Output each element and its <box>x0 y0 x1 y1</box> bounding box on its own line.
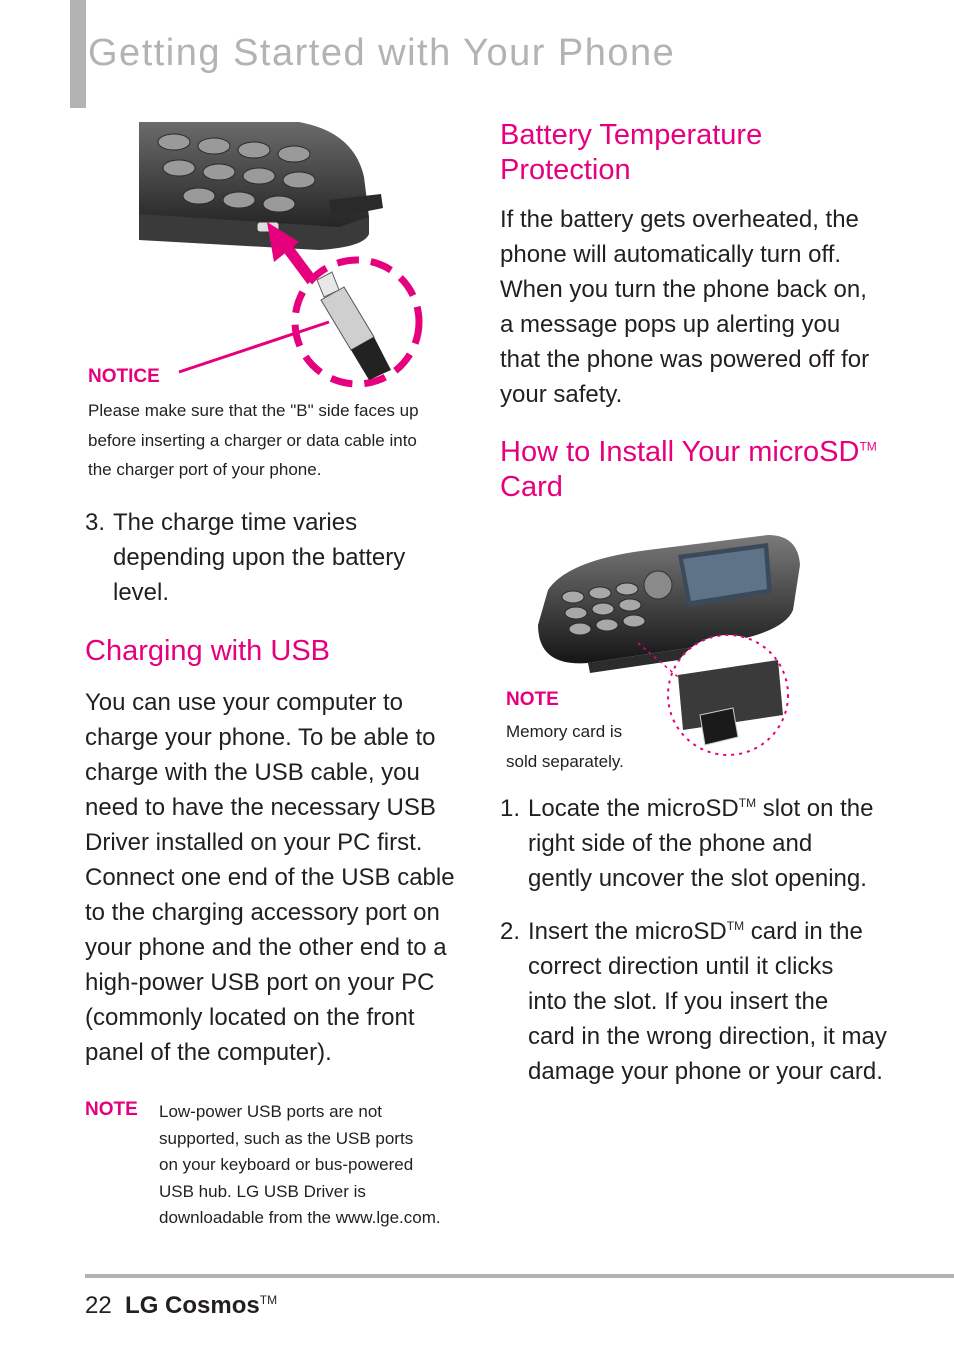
body-line: If the battery gets overheated, the <box>500 206 859 233</box>
body-line: When you turn the phone back on, <box>500 276 867 303</box>
step-line: into the slot. If you insert the <box>528 988 829 1015</box>
step-line: damage your phone or your card. <box>528 1058 883 1085</box>
step-2 <box>500 914 920 1089</box>
note-line: supported, such as the USB ports <box>159 1128 414 1148</box>
body-line: phone will automatically turn off. <box>500 241 842 268</box>
footer-divider <box>85 1274 954 1278</box>
notice-text <box>88 396 458 485</box>
battery-heading <box>500 118 920 188</box>
trademark: TM <box>726 919 745 933</box>
usb-note-label: NOTE <box>85 1099 138 1120</box>
trademark: TM <box>259 1293 278 1307</box>
note-line: sold separately. <box>506 752 624 771</box>
note-line: Memory card is <box>506 722 623 741</box>
step-text: Locate the microSD <box>528 795 739 822</box>
body-line: (commonly located on the front <box>85 1004 415 1031</box>
body-line: to the charging accessory port on <box>85 899 440 926</box>
battery-body <box>500 202 920 412</box>
microsd-note-text <box>506 717 666 777</box>
footer <box>85 1292 277 1320</box>
usb-note-text <box>159 1099 459 1232</box>
step-3 <box>85 505 455 610</box>
step-line: right side of the phone and <box>528 830 813 857</box>
trademark: TM <box>738 796 757 810</box>
body-line: your safety. <box>500 381 623 408</box>
step-1 <box>500 791 920 896</box>
body-line: that the phone was powered off for <box>500 346 870 373</box>
charging-usb-heading: Charging with USB <box>85 635 330 667</box>
heading-line: Card <box>500 471 563 503</box>
microsd-heading <box>500 435 920 505</box>
step-line: depending upon the battery <box>113 544 406 571</box>
step-number: 2. <box>500 918 521 945</box>
microsd-note-label: NOTE <box>506 689 559 710</box>
step-text: card in the <box>744 918 863 945</box>
note-line: USB hub. LG USB Driver is <box>159 1181 366 1201</box>
step-line: gently uncover the slot opening. <box>528 865 867 892</box>
step-text: slot on the <box>756 795 874 822</box>
notice-label: NOTICE <box>88 366 160 387</box>
page-number: 22 <box>85 1292 112 1319</box>
body-line: need to have the necessary USB <box>85 794 436 821</box>
body-line: You can use your computer to <box>85 689 403 716</box>
body-line: a message pops up alerting you <box>500 311 841 338</box>
notice-line: the charger port of your phone. <box>88 460 322 479</box>
notice-line: Please make sure that the "B" side faces up <box>88 401 419 420</box>
step-line: The charge time varies <box>113 509 358 536</box>
heading-line: Protection <box>500 154 631 186</box>
charging-usb-body <box>85 685 465 1070</box>
step-line: card in the wrong direction, it may <box>528 1023 887 1050</box>
note-line: Low-power USB ports are not <box>159 1102 382 1121</box>
step-number: 1. <box>500 795 521 822</box>
step-line: level. <box>113 579 170 606</box>
heading-text: How to Install Your microSD <box>500 436 860 468</box>
body-line: panel of the computer). <box>85 1039 332 1066</box>
body-line: charge with the USB cable, you <box>85 759 420 786</box>
notice-line: before inserting a charger or data cable into <box>88 430 417 450</box>
note-line: downloadable from the www.lge.com. <box>159 1208 441 1227</box>
body-line: Connect one end of the USB cable <box>85 864 455 891</box>
body-line: high-power USB port on your PC <box>85 969 435 996</box>
page-title: Getting Started with Your Phone <box>88 32 676 74</box>
step-text: Insert the microSD <box>528 918 727 945</box>
note-line: on your keyboard or bus-powered <box>159 1155 414 1174</box>
footer-brand: LG Cosmos <box>125 1292 260 1319</box>
heading-line: Battery Temperature <box>500 119 763 151</box>
body-line: your phone and the other end to a <box>85 934 447 961</box>
body-line: Driver installed on your PC first. <box>85 829 423 856</box>
title-accent-bar <box>70 0 86 108</box>
body-line: charge your phone. To be able to <box>85 724 436 751</box>
trademark: TM <box>859 439 877 454</box>
step-number: 3. <box>85 509 106 536</box>
step-line: correct direction until it clicks <box>528 953 834 980</box>
phone-charging-port-image <box>139 122 439 392</box>
